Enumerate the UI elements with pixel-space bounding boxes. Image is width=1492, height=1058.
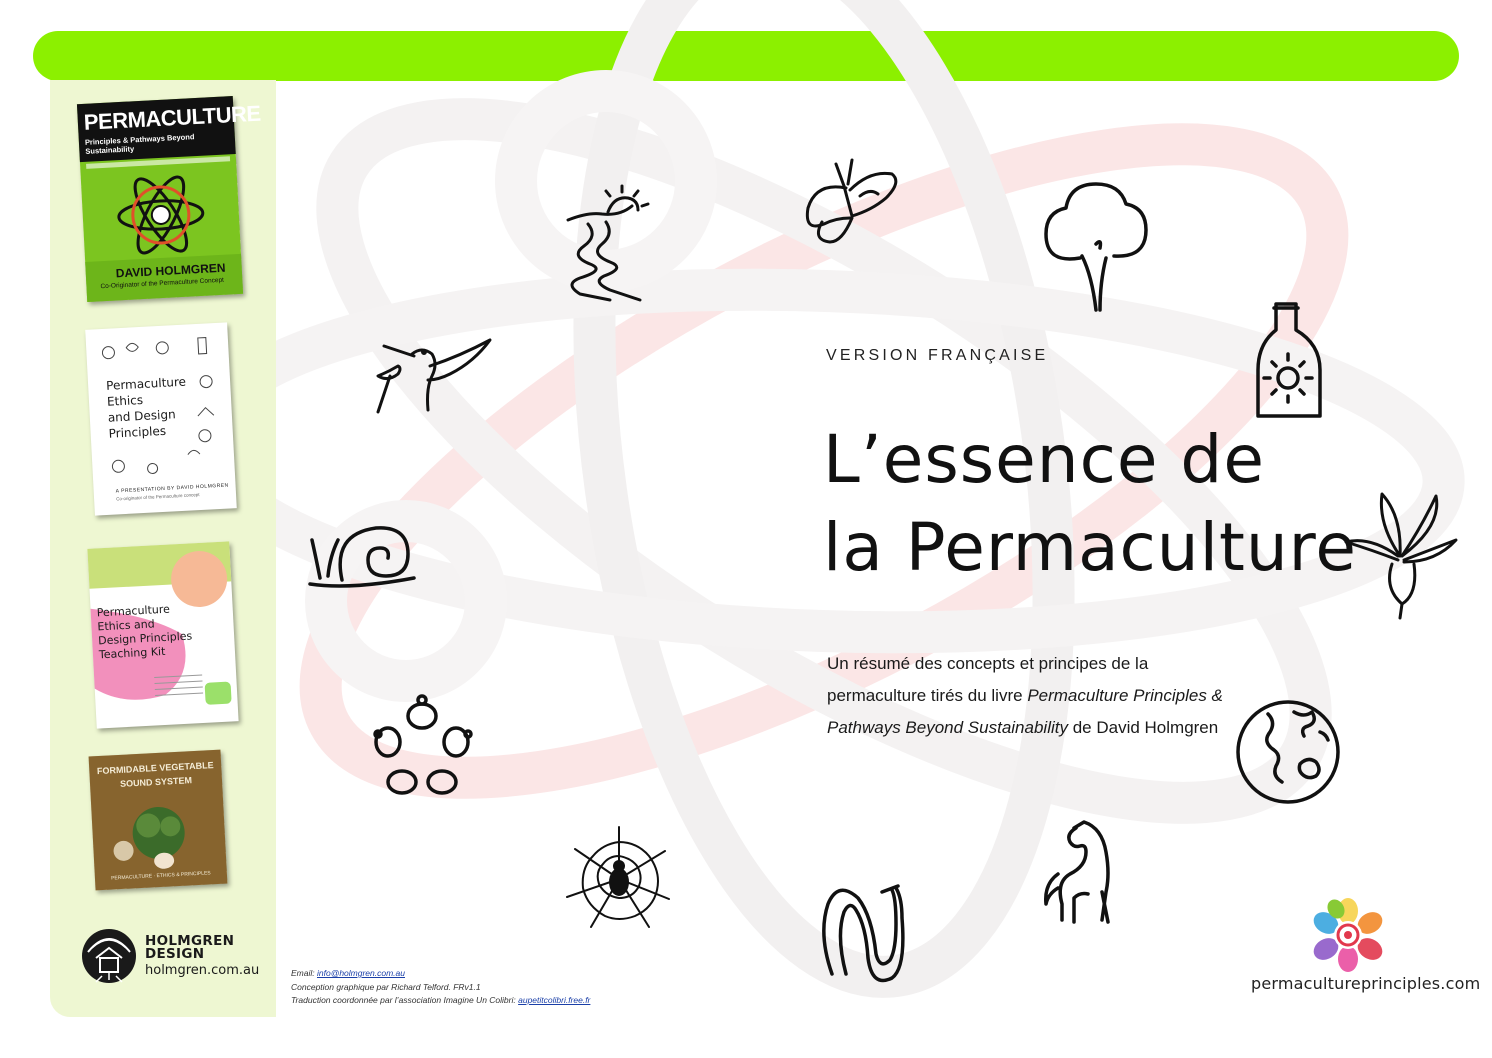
landscape-sun-icon [562,182,658,302]
cover1-author: DAVID HOLMGREN [115,260,226,281]
dvd-cover-ethics-design[interactable] [85,322,237,515]
footer-email-link[interactable]: info@holmgren.com.au [316,968,405,978]
cover2-title-2: Ethics [106,392,144,409]
album-cover-formidable-vegetable[interactable] [89,750,228,891]
page-title [823,416,1357,592]
globe-icon [1232,698,1344,806]
footer-email-label: Email: [291,968,317,978]
bird-icon [370,330,496,416]
beetroot-icon [1342,490,1458,620]
cover2-title-1: Permaculture [105,374,187,393]
cover3-title-3: Design Principles [97,629,193,648]
permaculture-principles-flower-logo [1310,897,1386,973]
bottle-sun-icon [1250,298,1326,422]
cover3-title-2: Ethics and [97,617,156,634]
footer-translation-label: Traduction coordonnée par l’association Imagine Un Colibri: [291,995,519,1005]
holmgren-tree-logo [78,928,140,984]
cover2-title-3: and Design [107,407,176,425]
butterfly-icon [802,156,902,248]
description-part2: de David Holmgren [1067,718,1219,737]
top-accent-bar [33,31,1459,81]
snail-icon [302,522,416,590]
horse-icon [1040,820,1130,924]
book-cover-permaculture[interactable] [77,96,262,302]
cover2-title-4: Principles [108,423,167,441]
cover1-tagline: Co-Originator of the Permaculture Concept [100,276,225,291]
cover2-sub: Co-originator of the Permaculture concept [115,492,200,502]
teaching-kit-cover[interactable] [87,541,238,728]
cover4-title-1: FORMIDABLE VEGETABLE [96,760,214,777]
footer-design-credit: Conception graphique par Richard Telford. FRv1.1 [291,981,481,992]
cover4-caption: PERMACULTURE · ETHICS & PRINCIPLES [111,870,211,882]
cover1-subtitle: Principles & Pathways Beyond Sustainability [84,132,195,156]
spider-web-icon [562,824,676,934]
title-line-1: L’essence de [823,421,1265,498]
logo-url[interactable]: holmgren.com.au [145,963,260,978]
tree-icon [1040,178,1150,312]
version-kicker: VERSION FRANÇAISE [826,347,1049,364]
worm-icon [818,878,914,980]
cover4-title-2: SOUND SYSTEM [119,775,193,789]
logo-line2: DESIGN [145,946,205,962]
footer-credits [291,967,590,1008]
flower-ring-icon [370,694,474,802]
description-book-title: Permaculture Principles & Pathways Beyond Sustainability [827,686,1223,737]
holmgren-design-wordmark [145,935,259,978]
cover3-title-4: Teaching Kit [98,644,166,662]
cover1-title: PERMACULTURE [83,100,262,135]
title-line-2: la Permaculture [823,509,1357,586]
footer-translation-link[interactable]: aupetitcolibri.free.fr [518,995,591,1005]
cover2-caption: A PRESENTATION BY DAVID HOLMGREN [115,482,229,495]
logo-line1: HOLMGREN [145,933,235,949]
description [827,648,1227,744]
cover3-title-1: Permaculture [96,602,171,620]
footer-email-line [291,967,590,981]
footer-translation-line [291,994,590,1008]
description-part1: Un résumé des concepts et principes de la permaculture tirés du livre [827,654,1149,705]
permaculture-principles-url[interactable]: permacultureprinciples.com [1251,974,1481,993]
